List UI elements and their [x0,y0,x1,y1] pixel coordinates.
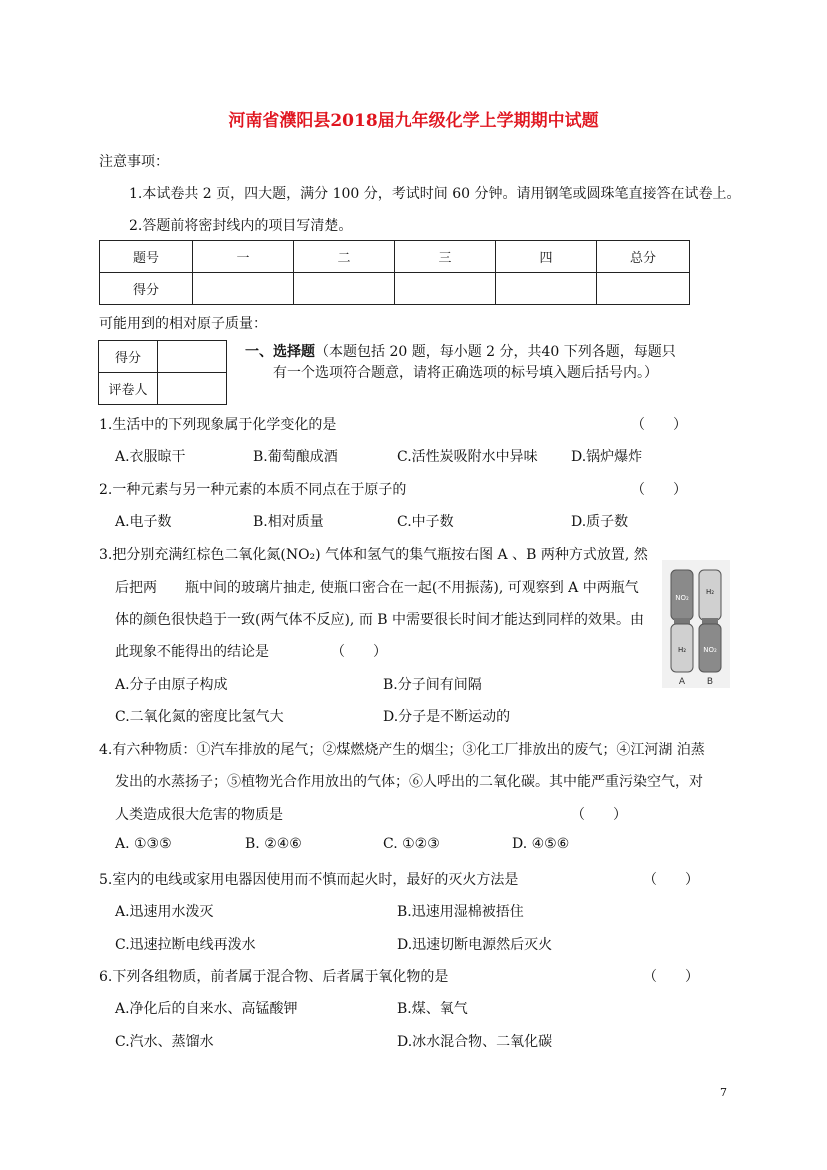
atomic-mass-label: 可能用到的相对原子质量： [99,316,267,332]
figure-label-a: A [678,677,686,687]
score-header-cell: 三 [395,241,496,273]
grader-name-cell[interactable] [158,373,227,405]
score-cell[interactable] [597,273,690,305]
question-3-line-3: 体的颜色很快趋于一致(两气体不反应), 而 B 中需要很长时间才能达到同样的效果。由 [115,612,645,628]
score-header-cell: 四 [496,241,597,273]
question-6-answer-bracket[interactable]: （ ） [643,969,699,985]
question-6-option-a: A.净化后的自来水、高锰酸钾 [115,1001,298,1017]
score-cell[interactable] [294,273,395,305]
figure-label-h2-a: H₂ [677,646,687,654]
question-3-line-2: 后把两 瓶中间的玻璃片抽走, 使瓶口密合在一起(不用振荡), 可观察到 A 中两瓶气 [115,580,639,596]
figure-label-no2-a: NO₂ [675,594,689,602]
question-1-option-a: A.衣服晾干 [115,449,186,465]
question-1-option-c: C.活性炭吸附水中异味 [397,449,538,465]
question-4-line-2: 发出的水蒸扬子；⑤植物光合作用放出的气体；⑥人呼出的二氧化碳。其中能严重污染空气，对 [115,774,703,790]
question-2-option-a: A.电子数 [115,514,172,530]
score-cell[interactable] [395,273,496,305]
question-3-option-c: C.二氧化氮的密度比氢气大 [115,709,284,725]
score-header-cell: 二 [294,241,395,273]
grader-table [98,340,227,405]
question-3-answer-bracket[interactable]: （ ） [331,644,387,660]
figure-label-b: B [706,677,714,687]
question-2-answer-bracket[interactable]: （ ） [631,482,687,498]
question-6-option-c: C.汽水、蒸馏水 [115,1034,214,1050]
grader-name-label: 评卷人 [99,373,158,405]
gas-jar-diagram [662,560,730,688]
question-3-option-b: B.分子间有间隔 [383,677,482,693]
question-5-stem: 5.室内的电线或家用电器因使用而不慎而起火时，最好的灭火方法是 [99,872,519,888]
score-row-label: 得分 [100,273,193,305]
question-2-stem: 2.一种元素与另一种元素的本质不同点在于原子的 [99,482,407,498]
score-table-score-row [100,273,690,305]
question-2-option-d: D.质子数 [571,514,629,530]
score-table [99,240,690,305]
question-4-option-c: C. ①②③ [383,836,440,852]
question-4-option-a: A. ①③⑤ [115,836,172,852]
score-header-cell: 总分 [597,241,690,273]
question-4-option-d: D. ④⑤⑥ [512,836,570,852]
question-4-line-3: 人类造成很大危害的物质是 [115,807,283,823]
grader-score-label: 得分 [99,341,158,373]
score-cell[interactable] [193,273,294,305]
question-3-option-d: D.分子是不断运动的 [383,709,511,725]
question-5-option-b: B.迅速用湿棉被捂住 [397,904,524,920]
section-1-desc: （本题包括 20 题，每小题 2 分，共40 下列各题，每题只 [315,344,676,360]
notice-item-2: 2.答题前将密封线内的项目写清楚。 [129,218,353,234]
question-2-option-b: B.相对质量 [253,514,324,530]
question-4-line-1: 4.有六种物质：①汽车排放的尾气；②煤燃烧产生的烟尘；③化工厂排放出的废气；④江河湖 泊蒸 [99,742,705,758]
question-1-answer-bracket[interactable]: （ ） [631,417,687,433]
question-5-option-d: D.迅速切断电源然后灭火 [397,937,553,953]
exam-title: 河南省濮阳县2018届九年级化学上学期期中试题 [228,111,599,131]
score-header-cell: 一 [193,241,294,273]
figure-label-no2-b: NO₂ [703,646,717,654]
question-6-option-d: D.冰水混合物、二氧化碳 [397,1034,553,1050]
question-3-option-a: A.分子由原子构成 [115,677,228,693]
question-6-option-b: B.煤、氧气 [397,1001,468,1017]
notice-item-1: 1.本试卷共 2 页，四大题，满分 100 分，考试时间 60 分钟。请用钢笔或圆珠笔直接答在试卷上。 [129,186,741,202]
question-1-stem: 1.生活中的下列现象属于化学变化的是 [99,417,337,433]
score-cell[interactable] [496,273,597,305]
question-3-line-1: 3.把分别充满红棕色二氧化氮(NO₂) 气体和氢气的集气瓶按右图 A 、B 两种方式放置, 然 [99,547,648,563]
question-1-option-d: D.锅炉爆炸 [571,449,643,465]
question-1-option-b: B.葡萄酿成酒 [253,449,338,465]
page-number: 7 [720,1086,727,1099]
section-1-name: 一、选择题 [245,344,315,360]
question-2-option-c: C.中子数 [397,514,454,530]
question-6-stem: 6.下列各组物质，前者属于混合物、后者属于氧化物的是 [99,969,449,985]
question-5-answer-bracket[interactable]: （ ） [643,872,699,888]
section-1-heading [245,341,676,361]
score-table-header-row [100,241,690,273]
question-5-option-a: A.迅速用水泼灭 [115,904,214,920]
question-4-option-b: B. ②④⑥ [245,836,302,852]
question-5-option-c: C.迅速拉断电线再泼水 [115,937,256,953]
grader-score-cell[interactable] [158,341,227,373]
figure-label-h2-b: H₂ [705,588,715,596]
section-1-desc-2: 有一个选项符合题意，请将正确选项的标号填入题后括号内。） [273,365,658,381]
notice-heading: 注意事项： [99,154,169,170]
question-3-line-4: 此现象不能得出的结论是 [115,644,269,660]
question-4-answer-bracket[interactable]: （ ） [571,807,627,823]
score-header-cell: 题号 [100,241,193,273]
